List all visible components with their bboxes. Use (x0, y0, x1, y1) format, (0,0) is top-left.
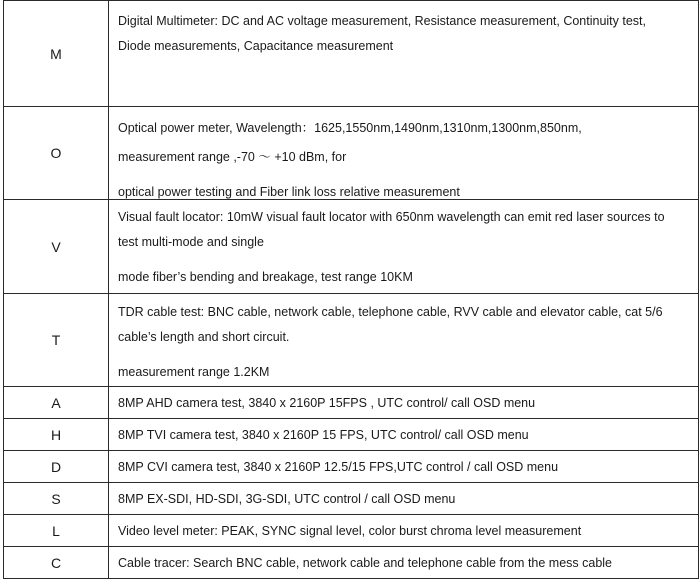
description-line: TDR cable test: BNC cable, network cable, telephone cable, RVV cable and elevator cable, cat 5/6 (118, 305, 663, 319)
description-line: Optical power meter, Wavelength：1625,1550nm,1490nm,1310nm,1300nm,850nm, (118, 121, 582, 135)
feature-code: S (4, 483, 109, 515)
description-line: cable’s length and short circuit. (118, 330, 290, 344)
description-line: Visual fault locator: 10mW visual fault locator with 650nm wavelength can emit red laser sources to (118, 210, 665, 224)
feature-description (109, 515, 699, 547)
feature-description (109, 387, 699, 419)
table-row (4, 107, 699, 200)
table-row (4, 547, 699, 579)
description-line: 8MP EX-SDI, HD-SDI, 3G-SDI, UTC control / call OSD menu (118, 491, 456, 506)
table-row (4, 294, 699, 387)
table-row (4, 451, 699, 483)
table-row (4, 387, 699, 419)
feature-code: V (4, 200, 109, 294)
feature-code: T (4, 294, 109, 387)
description-line: 8MP TVI camera test, 3840 x 2160P 15 FPS, UTC control/ call OSD menu (118, 427, 529, 442)
description-line: mode fiber’s bending and breakage, test range 10KM (118, 270, 413, 284)
description-line: Diode measurements, Capacitance measurement (118, 39, 394, 53)
feature-description (109, 419, 699, 451)
feature-code: H (4, 419, 109, 451)
description-line: 8MP CVI camera test, 3840 x 2160P 12.5/15 FPS,UTC control / call OSD menu (118, 459, 559, 474)
feature-code: C (4, 547, 109, 579)
description-line: Digital Multimeter: DC and AC voltage measurement, Resistance measurement, Continuity test, (118, 14, 647, 28)
feature-description (109, 1, 699, 107)
table-row (4, 515, 699, 547)
description-line: Cable tracer: Search BNC cable, network cable and telephone cable from the mess cable (118, 555, 613, 570)
description-line: measurement range 1.2KM (118, 365, 270, 379)
feature-description (109, 547, 699, 579)
feature-description (109, 107, 699, 200)
feature-code: L (4, 515, 109, 547)
description-line: Video level meter: PEAK, SYNC signal level, color burst chroma level measurement (118, 523, 582, 538)
table-row (4, 1, 699, 107)
feature-table (3, 0, 699, 579)
feature-code: A (4, 387, 109, 419)
feature-code: O (4, 107, 109, 200)
table-row (4, 419, 699, 451)
description-line: measurement range ,-70 ～ +10 dBm, for (118, 150, 347, 164)
feature-description (109, 451, 699, 483)
feature-code: M (4, 1, 109, 107)
feature-description (109, 294, 699, 387)
description-line: test multi-mode and single (118, 235, 264, 249)
table-row (4, 200, 699, 294)
description-line: optical power testing and Fiber link loss relative measurement (118, 185, 460, 199)
feature-description (109, 483, 699, 515)
feature-code: D (4, 451, 109, 483)
description-line: 8MP AHD camera test, 3840 x 2160P 15FPS , UTC control/ call OSD menu (118, 395, 536, 410)
feature-description (109, 200, 699, 294)
table-row (4, 483, 699, 515)
